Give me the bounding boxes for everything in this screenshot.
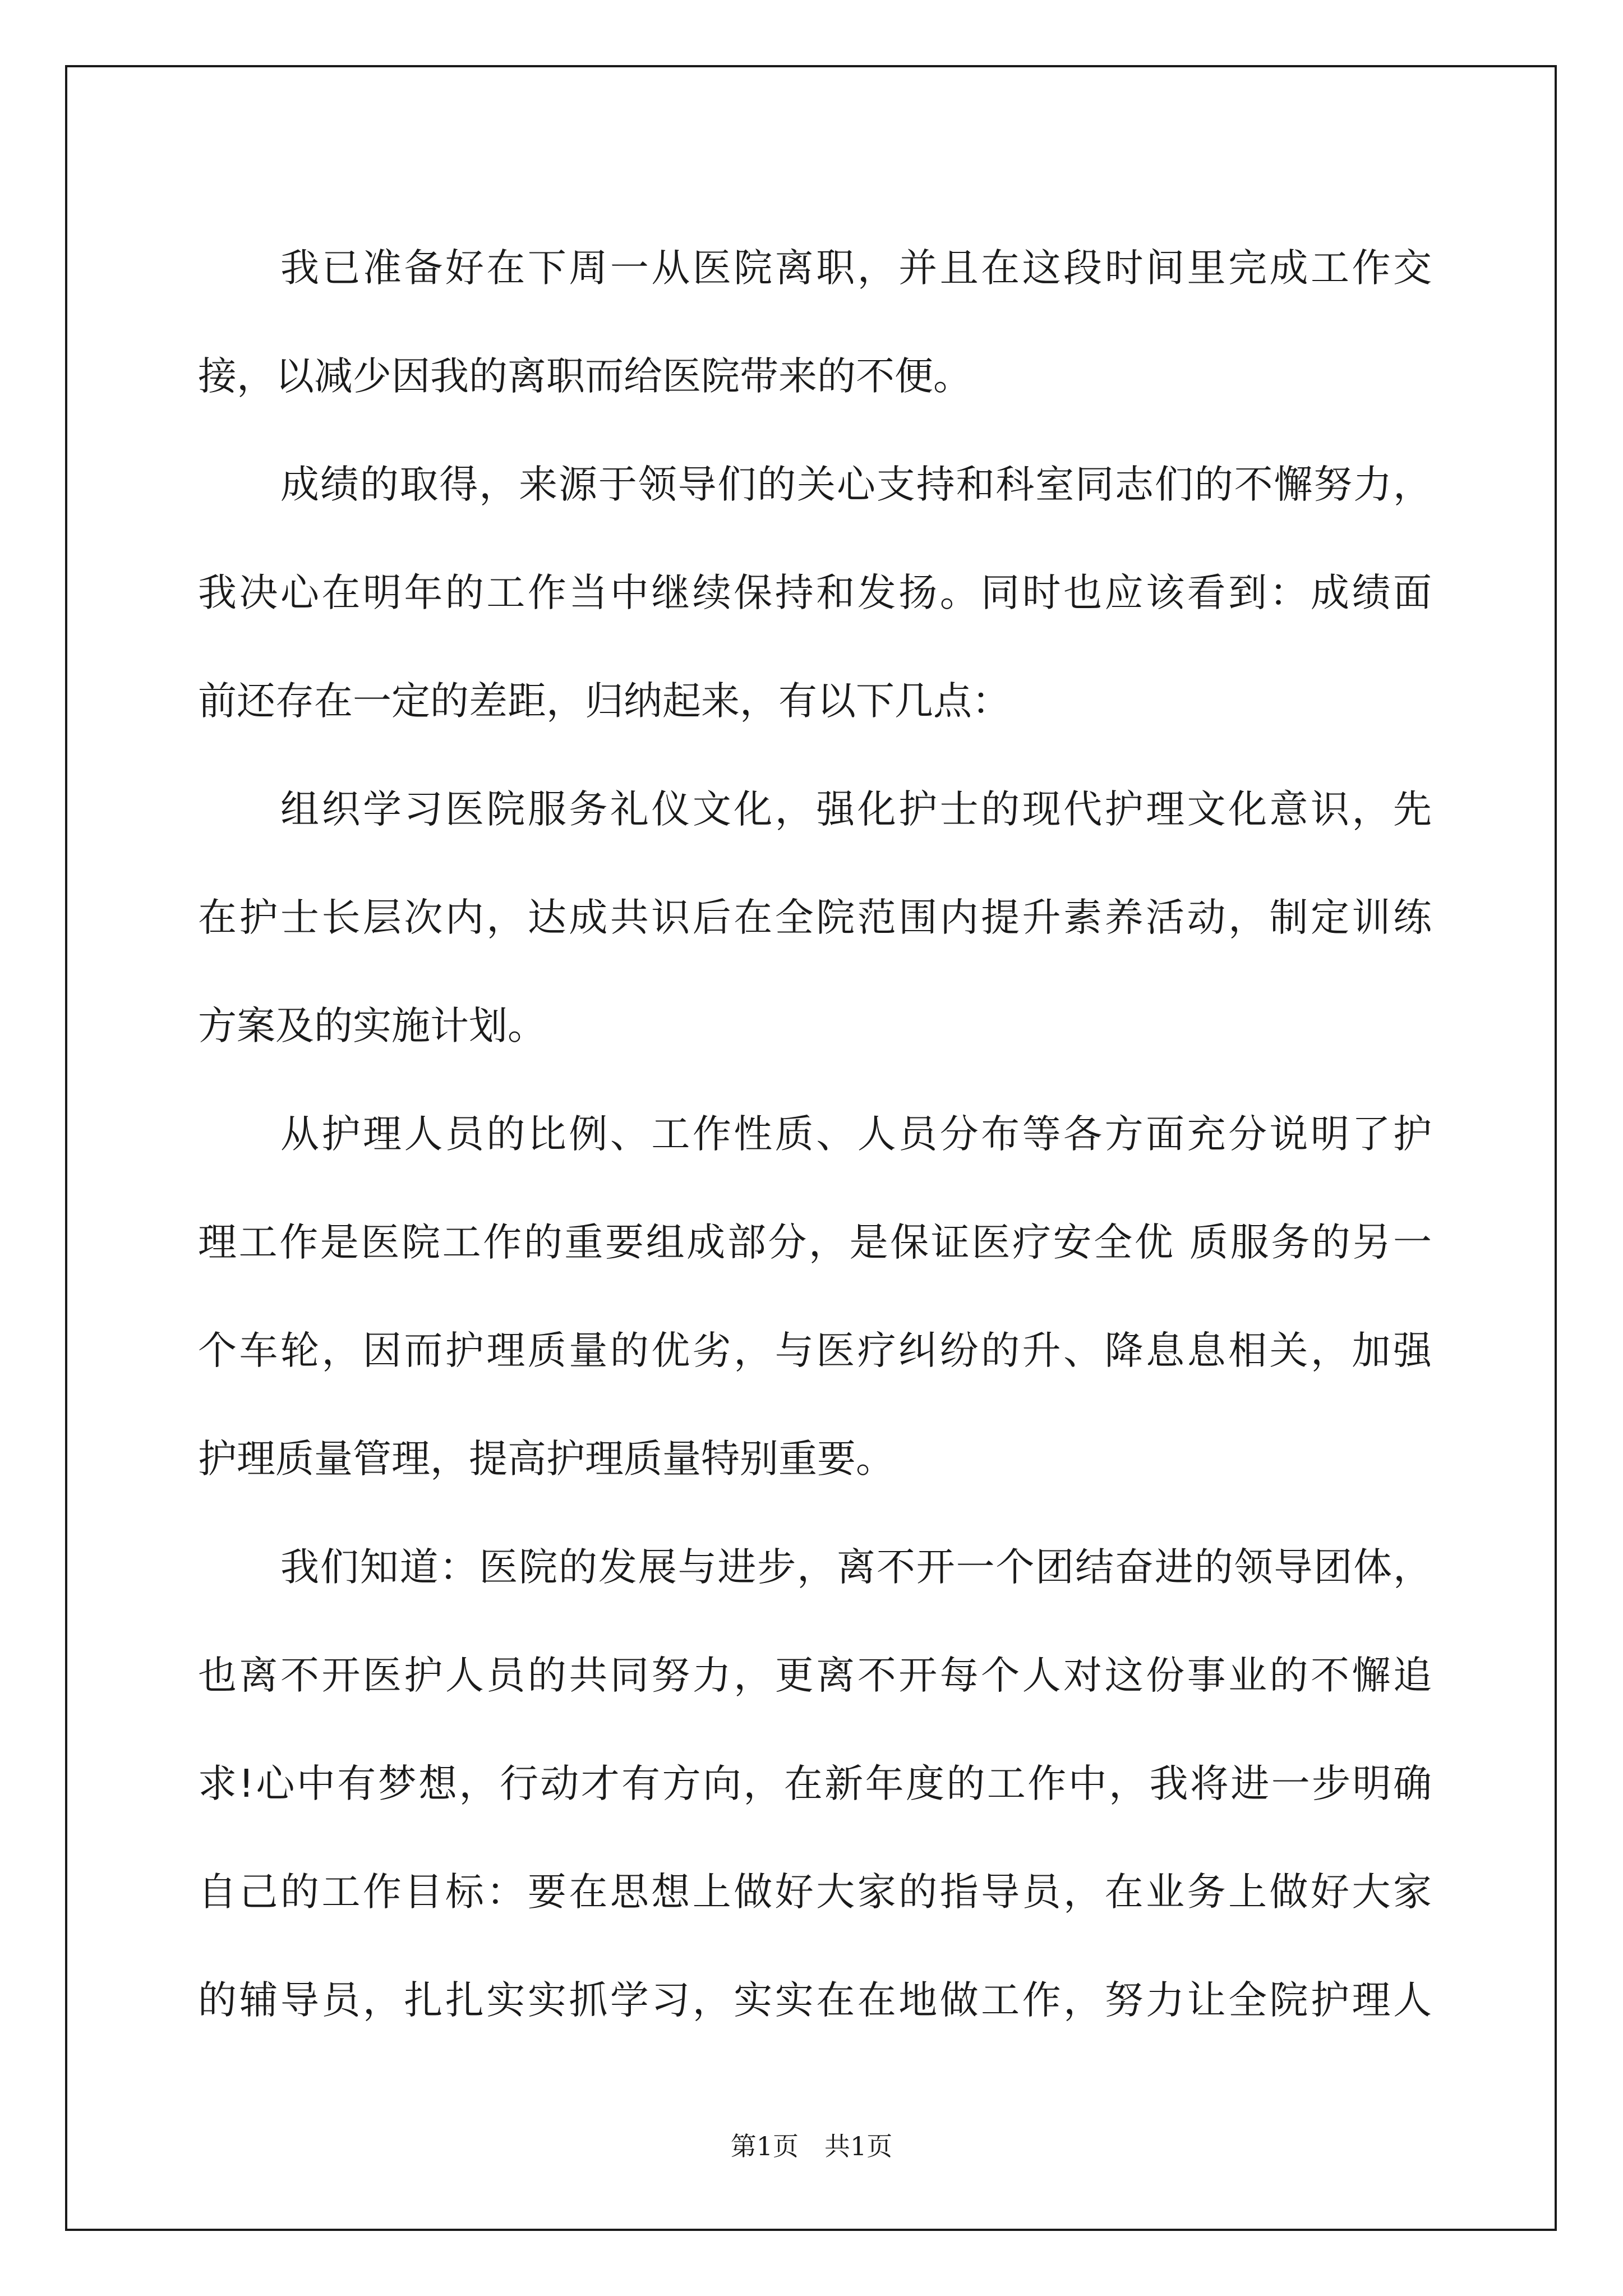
paragraph-5-line-2: 也离不开医护人员的共同努力，更离不开每个人对这份事业的不懈追 xyxy=(198,1653,1432,1698)
paragraph-3-line-2: 在护士长层次内，达成共识后在全院范围内提升素养活动，制定训练 xyxy=(198,895,1432,940)
paragraph-4-line-2: 理工作是医院工作的重要组成部分，是保证医疗安全优 质服务的另一 xyxy=(198,1220,1432,1265)
paragraph-4-line-3: 个车轮，因而护理质量的优劣，与医疗纠纷的升、降息息相关，加强 xyxy=(198,1328,1432,1373)
paragraph-3-line-1: 组织学习医院服务礼仪文化，强化护士的现代护理文化意识，先 xyxy=(280,787,1432,832)
paragraph-2-line-3: 前还存在一定的差距，归纳起来，有以下几点： xyxy=(198,679,1011,724)
paragraph-2-line-1: 成绩的取得，来源于领导们的关心支持和科室同志们的不懈努力， xyxy=(280,462,1432,507)
paragraph-5-line-3: 求!心中有梦想，行动才有方向，在新年度的工作中，我将进一步明确 xyxy=(198,1761,1432,1806)
paragraph-2-line-2: 我决心在明年的工作当中继续保持和发扬。同时也应该看到：成绩面 xyxy=(198,570,1432,615)
document-body xyxy=(198,214,1432,2055)
paragraph-3-line-3: 方案及的实施计划。 xyxy=(198,1004,546,1048)
paragraph-4-line-4: 护理质量管理，提高护理质量特别重要。 xyxy=(198,1437,895,1481)
paragraph-4-line-1: 从护理人员的比例、工作性质、人员分布等各方面充分说明了护 xyxy=(280,1112,1432,1157)
paragraph-1-line-2: 接，以减少因我的离职而给医院带来的不便。 xyxy=(198,354,972,399)
paragraph-5-line-1: 我们知道：医院的发展与进步，离不开一个团结奋进的领导团体， xyxy=(280,1545,1432,1590)
paragraph-5-line-5: 的辅导员，扎扎实实抓学习，实实在在地做工作，努力让全院护理人 xyxy=(198,1978,1432,2023)
paragraph-1-line-1: 我已准备好在下周一从医院离职，并且在这段时间里完成工作交 xyxy=(280,246,1432,291)
paragraph-5-line-4: 自己的工作目标：要在思想上做好大家的指导员，在业务上做好大家 xyxy=(198,1870,1432,1915)
page-footer: 第1页 共1页 xyxy=(730,2131,893,2161)
